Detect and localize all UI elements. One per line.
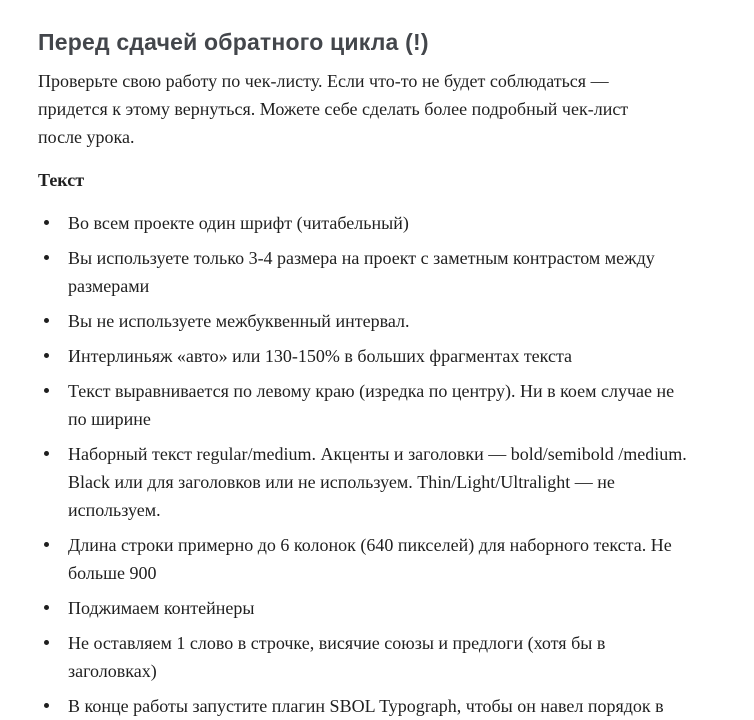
checklist-item: Поджимаем контейнеры bbox=[68, 594, 688, 622]
section-heading-text: Текст bbox=[38, 170, 85, 190]
intro-paragraph: Проверьте свою работу по чек-листу. Если что-то не будет соблюдаться — придется к этому вернуться. Можете себе сделать более подробный чек-лист после урока. bbox=[38, 71, 629, 147]
checklist-item: Во всем проекте один шрифт (читабельный) bbox=[68, 209, 688, 237]
checklist-item: Вы используете только 3-4 размера на проект с заметным контрастом между размерами bbox=[68, 244, 688, 300]
checklist-item: Вы не используете межбуквенный интервал. bbox=[68, 307, 688, 335]
checklist-item: Текст выравнивается по левому краю (изредка по центру). Ни в коем случае не по ширине bbox=[68, 377, 688, 433]
checklist bbox=[38, 209, 688, 720]
checklist-item: Не оставляем 1 слово в строчке, висячие союзы и предлоги (хотя бы в заголовках) bbox=[68, 629, 688, 685]
checklist-item: В конце работы запустите плагин SBOL Typograph, чтобы он навел порядок в bbox=[68, 692, 688, 720]
checklist-item: Наборный текст regular/medium. Акценты и заголовки — bold/semibold /medium. Black или для заголовков или не используем. Thin/Light/Ultralight — не используем. bbox=[68, 440, 688, 524]
checklist-item: Интерлиньяж «авто» или 130-150% в больших фрагментах текста bbox=[68, 342, 688, 370]
checklist-item: Длина строки примерно до 6 колонок (640 пикселей) для наборного текста. Не больше 900 bbox=[68, 531, 688, 587]
page-title: Перед сдачей обратного цикла (!) bbox=[38, 29, 429, 55]
